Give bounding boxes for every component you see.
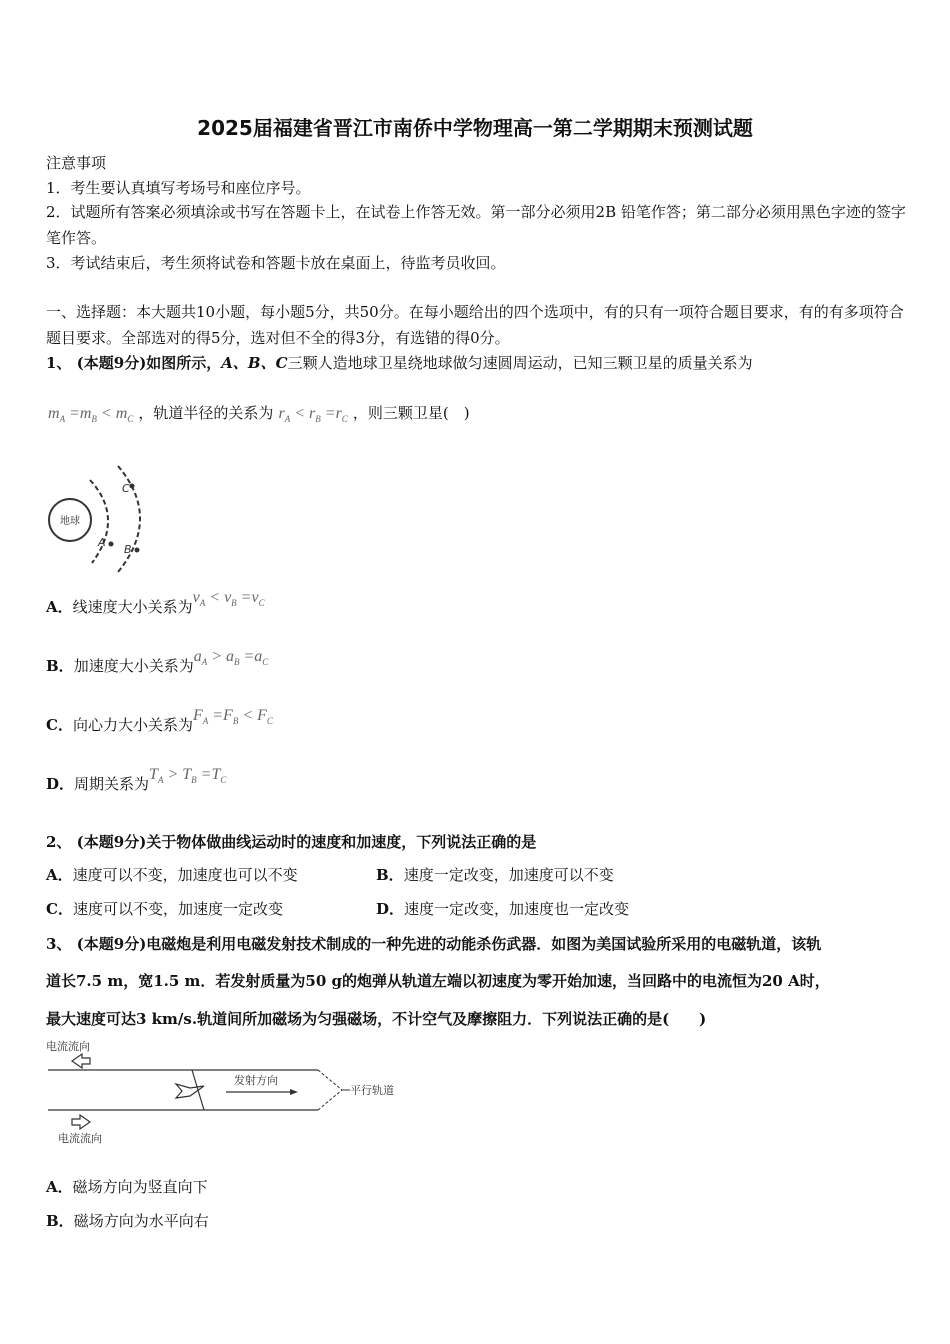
option-math: $F_A =F_B < F_C$ bbox=[192, 707, 273, 727]
option-letter: A． bbox=[46, 866, 73, 884]
option-letter: C． bbox=[46, 900, 73, 918]
label-c: C bbox=[122, 482, 130, 495]
option-math: $T_A > T_B =T_C$ bbox=[149, 766, 227, 786]
earth-label: 地球 bbox=[60, 516, 80, 527]
section-intro: 一、选择题：本大题共10小题，每小题5分，共50分。在每小题给出的四个选项中，有的只有一项符合题目要求，有的有多项符合题目要求。全部选对的得5分，选对但不全的得3分，有选错的得0分。 bbox=[46, 303, 904, 347]
q1-option-c[interactable] bbox=[46, 707, 273, 736]
option-letter: C． bbox=[46, 716, 73, 734]
orbit-inner bbox=[90, 480, 108, 563]
q2-option-b[interactable] bbox=[376, 864, 614, 885]
satellite-c bbox=[130, 484, 135, 489]
q1-abc: A、B、C bbox=[221, 354, 288, 372]
option-text: 加速度大小关系为 bbox=[73, 657, 194, 675]
notice-item-2: 2．试题所有答案必须填涂或书写在答题卡上，在试卷上作答无效。第一部分必须用2B 铅笔作答；第二部分必须用黑色字迹的签字笔作答。 bbox=[46, 203, 906, 247]
q3-line-3: 最大速度可达3 km/s.轨道间所加磁场为匀强磁场，不计空气及摩擦阻力．下列说法正确的是( ) bbox=[46, 1010, 707, 1028]
q2-option-a[interactable] bbox=[46, 864, 298, 885]
mass-relation: $m_A =m_B < m_C$ bbox=[48, 405, 134, 425]
arrow-left-icon bbox=[72, 1054, 90, 1068]
option-text: 速度可以不变，加速度一定改变 bbox=[72, 900, 283, 918]
notice-item-1: 1．考生要认真填写考场号和座位序号。 bbox=[46, 179, 311, 197]
option-text: 速度一定改变，加速度也一定改变 bbox=[404, 900, 630, 918]
q1-condition-line bbox=[48, 402, 470, 424]
option-math: $v_A < v_B =v_C$ bbox=[192, 589, 265, 609]
q2-stem bbox=[46, 831, 536, 852]
railgun-figure bbox=[44, 1036, 414, 1148]
orbit-figure bbox=[40, 458, 160, 578]
q1-option-d[interactable] bbox=[46, 766, 227, 795]
q2-stem-text: 2、 (本题9分)关于物体做曲线运动时的速度和加速度，下列说法正确的是 bbox=[46, 833, 537, 851]
label-b: B bbox=[124, 543, 132, 556]
option-letter: A． bbox=[46, 598, 73, 616]
option-letter: D． bbox=[376, 900, 405, 918]
option-letter: A． bbox=[46, 1178, 73, 1196]
q2-option-c[interactable] bbox=[46, 898, 283, 919]
option-letter: B． bbox=[46, 1212, 74, 1230]
rail-label: 平行轨道 bbox=[350, 1084, 394, 1097]
satellite-a bbox=[109, 542, 114, 547]
q3-line-2: 道长7.5 m，宽1.5 m．若发射质量为50 g的炮弹从轨道左端以初速度为零开始加速，当回路中的电流恒为20 A时， bbox=[46, 972, 830, 990]
current-bottom-label: 电流流向 bbox=[58, 1132, 102, 1145]
option-letter: B． bbox=[376, 866, 404, 884]
label-a: A bbox=[98, 536, 106, 549]
page-title: 2025届福建省晋江市南侨中学物理高一第二学期期末预测试题 bbox=[197, 116, 753, 140]
notice-item-3: 3．考试结束后，考生须将试卷和答题卡放在桌面上，待监考员收回。 bbox=[46, 254, 506, 272]
launch-arrow-icon bbox=[290, 1089, 298, 1095]
option-letter: B． bbox=[46, 657, 74, 675]
radius-relation: $r_A < r_B =r_C$ bbox=[278, 405, 348, 425]
notice-heading: 注意事项 bbox=[46, 154, 107, 172]
option-text: 磁场方向为水平向右 bbox=[73, 1212, 209, 1230]
rail-end-bottom bbox=[318, 1090, 342, 1110]
option-letter: D． bbox=[46, 775, 75, 793]
q3-line-1: 3、 (本题9分)电磁炮是利用电磁发射技术制成的一种先进的动能杀伤武器．如图为美国试验所采用的电磁轨道，该轨 bbox=[46, 935, 822, 953]
option-text: 线速度大小关系为 bbox=[72, 598, 193, 616]
q1-option-b[interactable] bbox=[46, 648, 269, 677]
q3-option-a[interactable] bbox=[46, 1176, 208, 1197]
current-top-label: 电流流向 bbox=[46, 1040, 90, 1053]
option-math: $a_A > a_B =a_C$ bbox=[193, 648, 269, 668]
option-text: 周期关系为 bbox=[74, 775, 150, 793]
rail-end-top bbox=[318, 1070, 342, 1090]
option-text: 磁场方向为竖直向下 bbox=[72, 1178, 208, 1196]
launch-direction-label: 发射方向 bbox=[234, 1074, 278, 1087]
q3-option-b[interactable] bbox=[46, 1210, 209, 1231]
option-text: 速度可以不变，加速度也可以不变 bbox=[72, 866, 298, 884]
q1-number: 1、 (本题9分)如图所示， bbox=[46, 354, 222, 372]
satellite-b bbox=[135, 548, 140, 553]
option-text: 速度一定改变，加速度可以不变 bbox=[403, 866, 614, 884]
q1-mid-text: ，轨道半径的关系为 bbox=[138, 404, 274, 422]
q1-end-text: ，则三颗卫星( ) bbox=[352, 404, 470, 422]
q2-option-d[interactable] bbox=[376, 898, 629, 919]
q1-option-a[interactable] bbox=[46, 589, 265, 618]
option-text: 向心力大小关系为 bbox=[72, 716, 193, 734]
q1-stem bbox=[46, 352, 753, 373]
arrow-right-icon bbox=[72, 1115, 90, 1129]
q1-stem-rest: 三颗人造地球卫星绕地球做匀速圆周运动，已知三颗卫星的质量关系为 bbox=[287, 354, 753, 372]
